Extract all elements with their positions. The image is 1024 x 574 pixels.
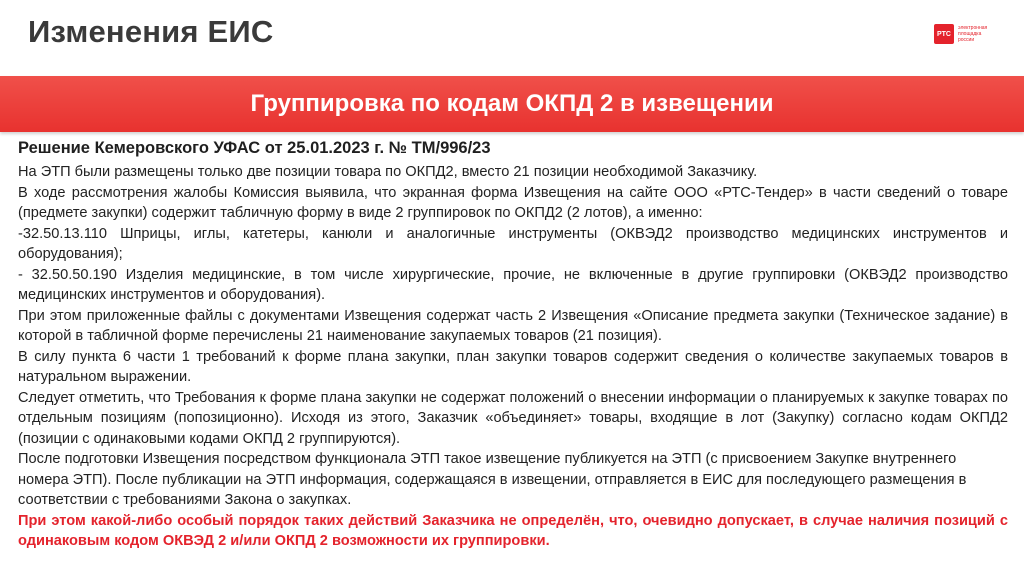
rts-logo (934, 22, 1004, 46)
slide-title: Изменения ЕИС (28, 14, 274, 49)
paragraph: Следует отметить, что Требования к форме плана закупки не содержат положений о внесении информации о планируемых к закупке товарах по отдельным позициям (попозиционно). Исходя из этого, Заказчик «объединяет» товары, входящие в лот (Закупку) согласно кодам ОКПД2 (позиции с одинаковыми кодами ОКПД 2 группируются). (18, 389, 1008, 447)
paragraph: В ходе рассмотрения жалобы Комиссия выявила, что экранная форма Извещения на сайте ООО «РТС-Тендер» в части сведений о товаре (предмете закупки) содержит табличную форму в виде 2 группировок по ОКПД2 (2 лотов), а именно: (18, 184, 1008, 221)
paragraph: При этом приложенные файлы с документами Извещения содержат часть 2 Извещения «Описание предмета закупки (Техническое задание) в которой в табличной форме перечислены 21 наименование закупаемых товаров (21 позиция). (18, 307, 1008, 344)
paragraph: - 32.50.50.190 Изделия медицинские, в том числе хирургические, прочие, не включенные в другие группировки (ОКВЭД2 производство медицинских инструментов и оборудования). (18, 266, 1008, 303)
rts-logo-mark: РТС (934, 24, 954, 44)
paragraph: После подготовки Извещения посредством функционала ЭТП такое извещение публикуется на ЭТП (с присвоением Закупке внутреннего номера ЭТП). После публикации на ЭТП информация, содержащаяся в извещении, отправляется в ЕИС для последующего размещения в соответствии с требованиями Закона о закупках. (18, 451, 967, 508)
highlight-conclusion: При этом какой-либо особый порядок таких действий Заказчика не определён, что, очевидно допускает, в случае наличия позиций с одинаковым кодом ОКВЭД 2 и/или ОКПД 2 возможности их группировки. (18, 512, 1008, 549)
logo-line: россии (958, 37, 975, 43)
paragraph: На ЭТП были размещены только две позиции товара по ОКПД2, вместо 21 позиции необходимой Заказчику. (18, 164, 758, 180)
slide-content (18, 138, 1008, 552)
rts-logo-text (958, 25, 987, 43)
logo-line: электронная (958, 25, 988, 31)
paragraph: В силу пункта 6 части 1 требований к форме плана закупки, план закупки товаров содержит сведения о количестве закупаемых товаров в натуральном выражении. (18, 348, 1008, 385)
paragraph: -32.50.13.110 Шприцы, иглы, катетеры, канюли и аналогичные инструменты (ОКВЭД2 производство медицинских инструментов и оборудования); (18, 225, 1008, 262)
banner-title: Группировка по кодам ОКПД 2 в извещении (250, 90, 774, 117)
decision-heading: Решение Кемеровского УФАС от 25.01.2023 г. № ТМ/996/23 (18, 139, 491, 157)
logo-line: площадка (958, 31, 982, 37)
section-banner (0, 76, 1024, 132)
